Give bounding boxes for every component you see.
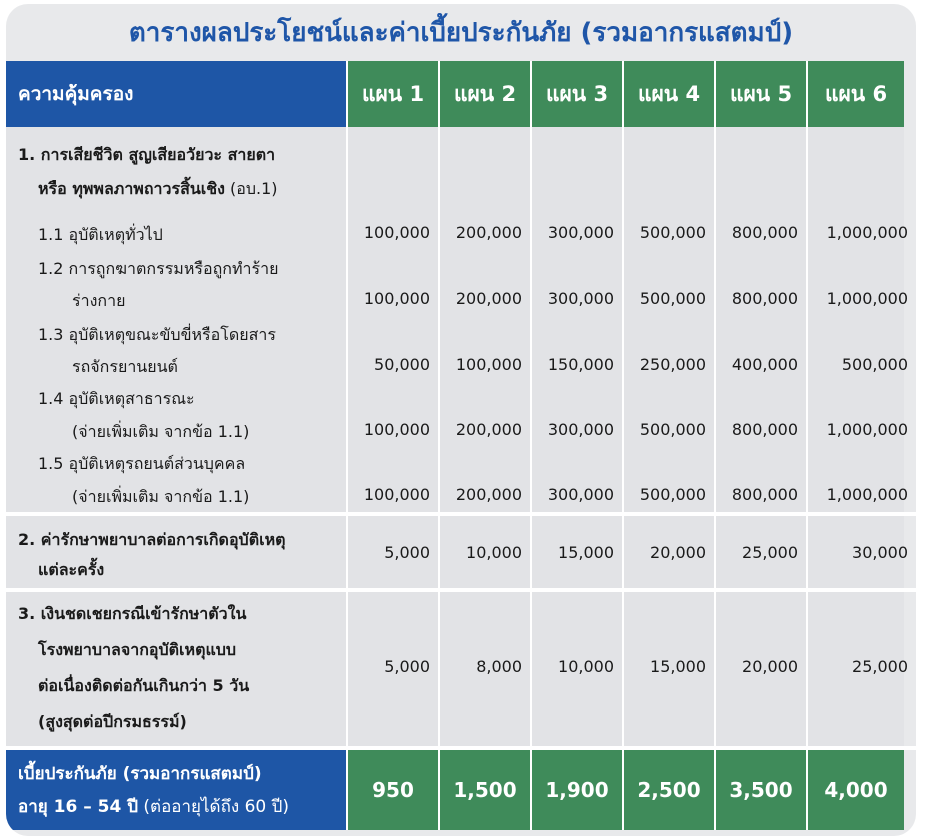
premium-label-line2: อายุ 16 – 54 ปี (ต่ออายุได้ถึง 60 ปี) bbox=[18, 797, 290, 817]
value-cell: 5,000 bbox=[384, 543, 430, 562]
value-cell: 200,000 bbox=[455, 223, 522, 242]
value-cell: 200,000 bbox=[455, 289, 522, 308]
value-cell: 200,000 bbox=[455, 420, 522, 439]
value-cell: 25,000 bbox=[852, 657, 908, 676]
value-cell: 100,000 bbox=[363, 223, 430, 242]
premium-label bbox=[6, 750, 348, 830]
section1-title-line1: 1. การเสียชีวิต สูญเสียอวัยวะ สายตา bbox=[18, 145, 276, 164]
value-cell: 15,000 bbox=[558, 543, 614, 562]
item-1-5-label-cont: (จ่ายเพิ่มเติม จากข้อ 1.1) bbox=[72, 487, 250, 506]
table-header bbox=[6, 61, 916, 127]
section3-title-line3: ต่อเนื่องติดต่อกันเกินกว่า 5 วัน bbox=[38, 676, 250, 695]
section3-title-line4: (สูงสุดต่อปีกรมธรรม์) bbox=[38, 712, 187, 731]
value-cell: 20,000 bbox=[742, 657, 798, 676]
value-cell: 300,000 bbox=[547, 289, 614, 308]
item-1-5-label: 1.5 อุบัติเหตุรถยนต์ส่วนบุคคล bbox=[38, 454, 246, 473]
value-cell: 100,000 bbox=[363, 485, 430, 504]
premium-plan-4: 2,500 bbox=[624, 750, 716, 830]
value-cell: 800,000 bbox=[731, 223, 798, 242]
premium-plan-2: 1,500 bbox=[440, 750, 532, 830]
value-cell: 800,000 bbox=[731, 485, 798, 504]
value-cell: 100,000 bbox=[363, 289, 430, 308]
value-cell: 500,000 bbox=[841, 355, 908, 374]
value-cell: 1,000,000 bbox=[826, 420, 908, 439]
value-cell: 1,000,000 bbox=[826, 223, 908, 242]
premium-plan-3: 1,900 bbox=[532, 750, 624, 830]
premium-plan-1: 950 bbox=[348, 750, 440, 830]
item-1-3-label-cont: รถจักรยานยนต์ bbox=[72, 357, 178, 376]
section2-title-line1: 2. ค่ารักษาพยาบาลต่อการเกิดอุบัติเหตุ bbox=[18, 530, 286, 549]
plan-5-header: แผน 5 bbox=[716, 61, 808, 127]
value-cell: 300,000 bbox=[547, 485, 614, 504]
item-1-2-label-cont: ร่างกาย bbox=[72, 291, 126, 310]
plan-6-header: แผน 6 bbox=[808, 61, 904, 127]
value-cell: 10,000 bbox=[466, 543, 522, 562]
coverage-header: ความคุ้มครอง bbox=[6, 61, 348, 127]
value-cell: 25,000 bbox=[742, 543, 798, 562]
section3-title-line2: โรงพยาบาลจากอุบัติเหตุแบบ bbox=[38, 640, 237, 659]
section3-title-line1: 3. เงินชดเชยกรณีเข้ารักษาตัวใน bbox=[18, 604, 247, 623]
value-cell: 100,000 bbox=[455, 355, 522, 374]
value-cell: 500,000 bbox=[639, 485, 706, 504]
section-death-disability bbox=[6, 127, 916, 512]
item-1-1-label: 1.1 อุบัติเหตุทั่วไป bbox=[38, 225, 163, 244]
value-cell: 500,000 bbox=[639, 223, 706, 242]
benefit-table-panel bbox=[6, 4, 916, 836]
premium-plan-5: 3,500 bbox=[716, 750, 808, 830]
value-cell: 300,000 bbox=[547, 223, 614, 242]
value-cell: 500,000 bbox=[639, 420, 706, 439]
premium-row bbox=[6, 750, 916, 830]
value-cell: 5,000 bbox=[384, 657, 430, 676]
section1-title-line2: หรือ ทุพพลภาพถาวรสิ้นเชิง (อบ.1) bbox=[38, 179, 278, 198]
value-cell: 800,000 bbox=[731, 420, 798, 439]
value-cell: 50,000 bbox=[374, 355, 430, 374]
benefit-table bbox=[6, 61, 916, 830]
section2-title-line2: แต่ละครั้ง bbox=[38, 560, 105, 579]
value-cell: 10,000 bbox=[558, 657, 614, 676]
value-cell: 15,000 bbox=[650, 657, 706, 676]
value-cell: 300,000 bbox=[547, 420, 614, 439]
value-cell: 100,000 bbox=[363, 420, 430, 439]
premium-label-line1: เบี้ยประกันภัย (รวมอากรแสตมป์) bbox=[18, 764, 262, 784]
item-1-4-label-cont: (จ่ายเพิ่มเติม จากข้อ 1.1) bbox=[72, 422, 250, 441]
plan-2-header: แผน 2 bbox=[440, 61, 532, 127]
plan-4-header: แผน 4 bbox=[624, 61, 716, 127]
section-hospital-compensation bbox=[6, 592, 916, 746]
value-cell: 8,000 bbox=[476, 657, 522, 676]
item-1-3-label: 1.3 อุบัติเหตุขณะขับขี่หรือโดยสาร bbox=[38, 325, 276, 344]
plan-3-header: แผน 3 bbox=[532, 61, 624, 127]
section-medical-expense bbox=[6, 516, 916, 588]
plan-1-header: แผน 1 bbox=[348, 61, 440, 127]
page-title: ตารางผลประโยชน์และค่าเบี้ยประกันภัย (รวมอากรแสตมป์) bbox=[128, 18, 794, 48]
value-cell: 800,000 bbox=[731, 289, 798, 308]
item-1-2-label: 1.2 การถูกฆาตกรรมหรือถูกทำร้าย bbox=[38, 259, 279, 278]
value-cell: 1,000,000 bbox=[826, 485, 908, 504]
value-cell: 500,000 bbox=[639, 289, 706, 308]
value-cell: 1,000,000 bbox=[826, 289, 908, 308]
value-cell: 30,000 bbox=[852, 543, 908, 562]
premium-plan-6: 4,000 bbox=[808, 750, 904, 830]
value-cell: 400,000 bbox=[731, 355, 798, 374]
value-cell: 20,000 bbox=[650, 543, 706, 562]
value-cell: 150,000 bbox=[547, 355, 614, 374]
value-cell: 250,000 bbox=[639, 355, 706, 374]
value-cell: 200,000 bbox=[455, 485, 522, 504]
item-1-4-label: 1.4 อุบัติเหตุสาธารณะ bbox=[38, 389, 195, 408]
